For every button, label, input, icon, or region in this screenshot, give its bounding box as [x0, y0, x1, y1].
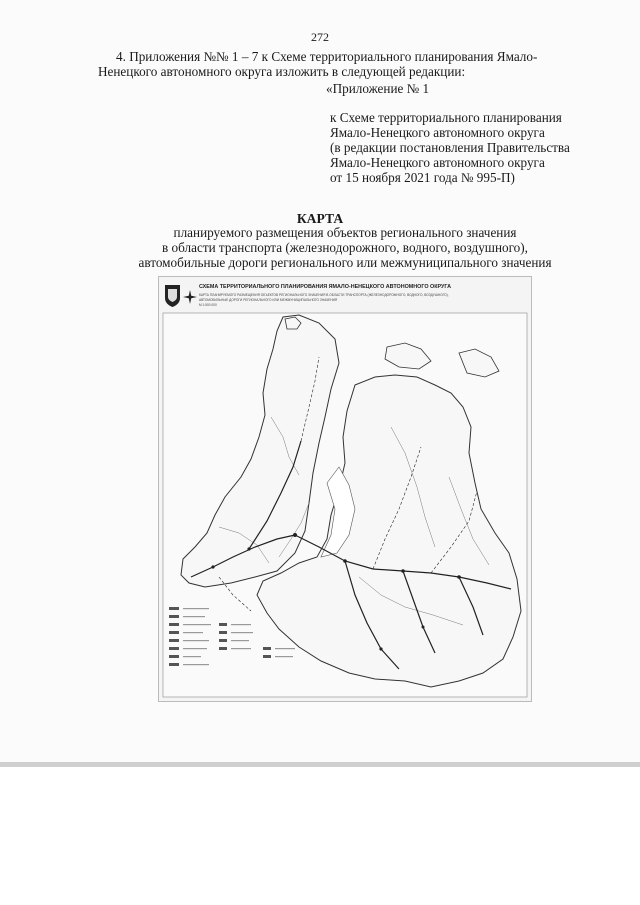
map-svg — [159, 277, 531, 701]
blank-area-below-page — [0, 767, 640, 905]
heading-line-2: в области транспорта (железнодорожного, водного, воздушного), — [162, 240, 528, 255]
territorial-planning-map — [158, 276, 532, 702]
appendix-line-4: Ямало-Ненецкого автономного округа — [330, 155, 545, 170]
map-header-title: СХЕМА ТЕРРИТОРИАЛЬНОГО ПЛАНИРОВАНИЯ ЯМАЛО-НЕНЕЦКОГО АВТОНОМНОГО ОКРУГА — [199, 284, 452, 290]
appendix-title: «Приложение № 1 — [326, 81, 430, 96]
appendix-line-1: к Схеме территориального планирования — [330, 110, 562, 125]
appendix-line-3: (в редакции постановления Правительства — [330, 140, 570, 155]
coat-of-arms-icon — [165, 285, 180, 307]
heading-line-1: планируемого размещения объектов регионального значения — [173, 225, 517, 240]
map-subtitle-3: М 1:500 000 — [199, 303, 217, 307]
intro-line-2: Ненецкого автономного округа изложить в следующей редакции: — [98, 64, 466, 79]
map-subtitle-1: КАРТА ПЛАНИРУЕМОГО РАЗМЕЩЕНИЯ ОБЪЕКТОВ РЕГИОНАЛЬНОГО ЗНАЧЕНИЯ В ОБЛАСТИ ТРАНСПОРТА (ЖЕЛЕЗНОДОРОЖНОГО, ВОДНОГО, ВОЗДУШНОГО), — [199, 293, 449, 297]
page-number: 272 — [311, 30, 329, 44]
compass-rose-icon — [183, 290, 197, 304]
appendix-line-5: от 15 ноября 2021 года № 995-П) — [330, 170, 515, 185]
appendix-line-2: Ямало-Ненецкого автономного округа — [330, 125, 545, 140]
map-subtitle-2: АВТОМОБИЛЬНЫЕ ДОРОГИ РЕГИОНАЛЬНОГО ИЛИ МЕЖМУНИЦИПАЛЬНОГО ЗНАЧЕНИЯ — [199, 298, 338, 302]
heading-title: КАРТА — [296, 211, 344, 226]
intro-line-1: 4. Приложения №№ 1 – 7 к Схеме территориального планирования Ямало- — [116, 49, 538, 64]
heading-line-3: автомобильные дороги регионального или межмуниципального значения — [138, 255, 552, 270]
